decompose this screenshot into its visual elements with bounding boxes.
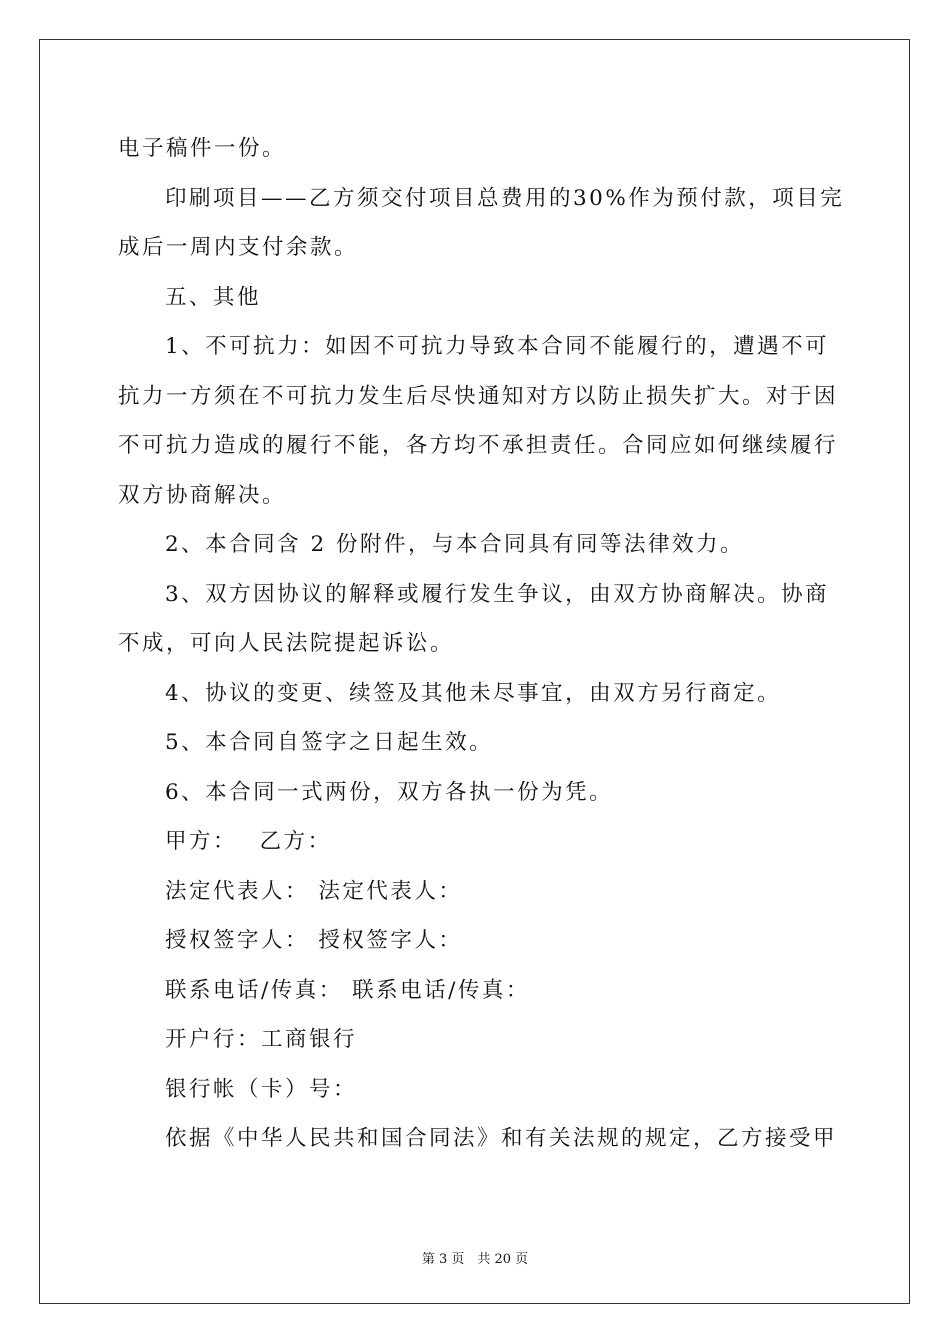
- clause-1: 1、不可抗力：如因不可抗力导致本合同不能履行的，遭遇不可: [165, 334, 830, 359]
- clause-5: 5、本合同自签字之日起生效。: [165, 730, 494, 755]
- party-names: 甲方： 乙方：: [165, 829, 332, 854]
- bank-account: 银行帐（卡）号：: [165, 1076, 358, 1102]
- contact-phone-fax: 联系电话/传真： 联系电话/传真：: [165, 977, 530, 1003]
- clause-6: 6、本合同一式两份，双方各执一份为凭。: [165, 779, 614, 805]
- legal-representatives: 法定代表人： 法定代表人：: [165, 878, 463, 904]
- page-number: 第 3 页 共 20 页: [421, 1252, 529, 1267]
- text-line: 双方协商解决。: [118, 482, 287, 508]
- authorized-signatories: 授权签字人： 授权签字人：: [165, 928, 463, 953]
- text-line: 电子稿件一份。: [118, 136, 287, 161]
- clause-3: 3、双方因协议的解释或履行发生争议，由双方协商解决。协商: [165, 581, 830, 607]
- text-line: 印刷项目——乙方须交付项目总费用的30%作为预付款，项目完: [165, 185, 845, 211]
- text-line: 依据《中华人民共和国合同法》和有关法规的规定，乙方接受甲: [165, 1126, 838, 1151]
- bank-name: 开户行：工商银行: [165, 1027, 358, 1052]
- text-line: 成后一周内支付余款。: [118, 235, 359, 260]
- document-body: [118, 124, 845, 1164]
- section-heading: 五、其他: [165, 284, 262, 310]
- text-line: 不成，可向人民法院提起诉讼。: [118, 631, 455, 656]
- clause-4: 4、协议的变更、续签及其他未尽事宜，由双方另行商定。: [165, 680, 782, 706]
- text-line: 抗力一方须在不可抗力发生后尽快通知对方以防止损失扩大。对于因: [118, 383, 839, 409]
- text-line: 不可抗力造成的履行不能，各方均不承担责任。合同应如何继续履行: [118, 433, 839, 458]
- clause-2: 2、本合同含 2 份附件，与本合同具有同等法律效力。: [165, 532, 745, 557]
